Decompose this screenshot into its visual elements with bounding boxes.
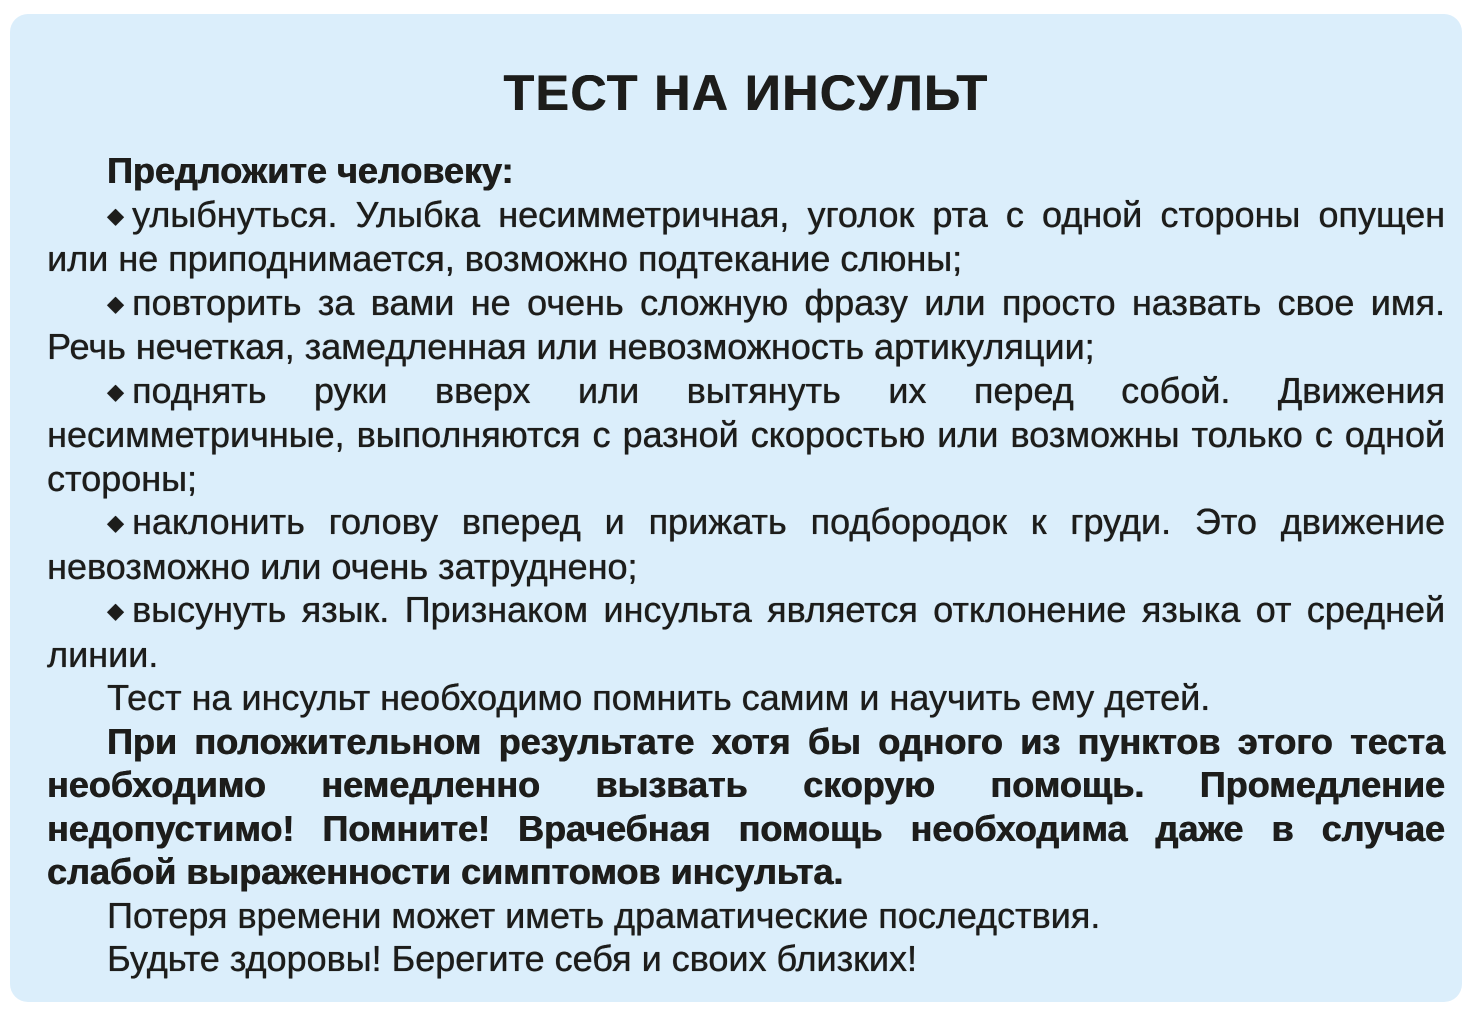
list-item: [47, 500, 1445, 588]
closing-text: Будьте здоровы! Берегите себя и своих близких!: [107, 938, 917, 979]
diamond-bullet-icon: ◆: [107, 378, 124, 404]
list-item-text: высунуть язык. Признаком инсульта является отклонение языка от средней линии.: [47, 589, 1445, 675]
diamond-bullet-icon: ◆: [107, 598, 124, 623]
intro-text: Предложите человеку:: [107, 150, 514, 191]
list-item-text: наклонить голову вперед и прижать подбородок к груди. Это движение невозможно или очень затруднено;: [47, 501, 1445, 587]
list-item: [47, 281, 1445, 369]
list-item: [47, 588, 1445, 676]
info-card: [10, 14, 1462, 1002]
list-item-text: повторить за вами не очень сложную фразу или просто назвать свое имя. Речь нечеткая, замедленная или невозможность артикуляции;: [47, 281, 1445, 367]
diamond-bullet-icon: ◆: [107, 510, 124, 535]
diamond-bullet-icon: ◆: [107, 290, 124, 316]
diamond-bullet-icon: ◆: [107, 202, 124, 228]
list-item: [47, 193, 1445, 281]
remember-text: Тест на инсульт необходимо помнить самим и научить ему детей.: [107, 677, 1211, 718]
warning-text: При положительном результате хотя бы одного из пунктов этого теста необходимо немедленно вызвать скорую помощь. Промедление недопустимо! Помните! Врачебная помощь необходима даже в случае слабой выраженности симптомов инсульта.: [47, 720, 1445, 892]
time-loss-text: Потеря времени может иметь драматические последствия.: [107, 894, 1101, 936]
list-item: [47, 369, 1445, 501]
card-content: [47, 62, 1445, 981]
list-item-text: поднять руки вверх или вытянуть их перед собой. Движения несимметричные, выполняются с разной скоростью или возможны только с одной стороны;: [47, 369, 1445, 499]
page-title: ТЕСТ НА ИНСУЛЬТ: [503, 65, 989, 121]
list-item-text: улыбнуться. Улыбка несимметричная, уголок рта с одной стороны опущен или не приподнимается, возможно подтекание слюны;: [47, 193, 1445, 279]
